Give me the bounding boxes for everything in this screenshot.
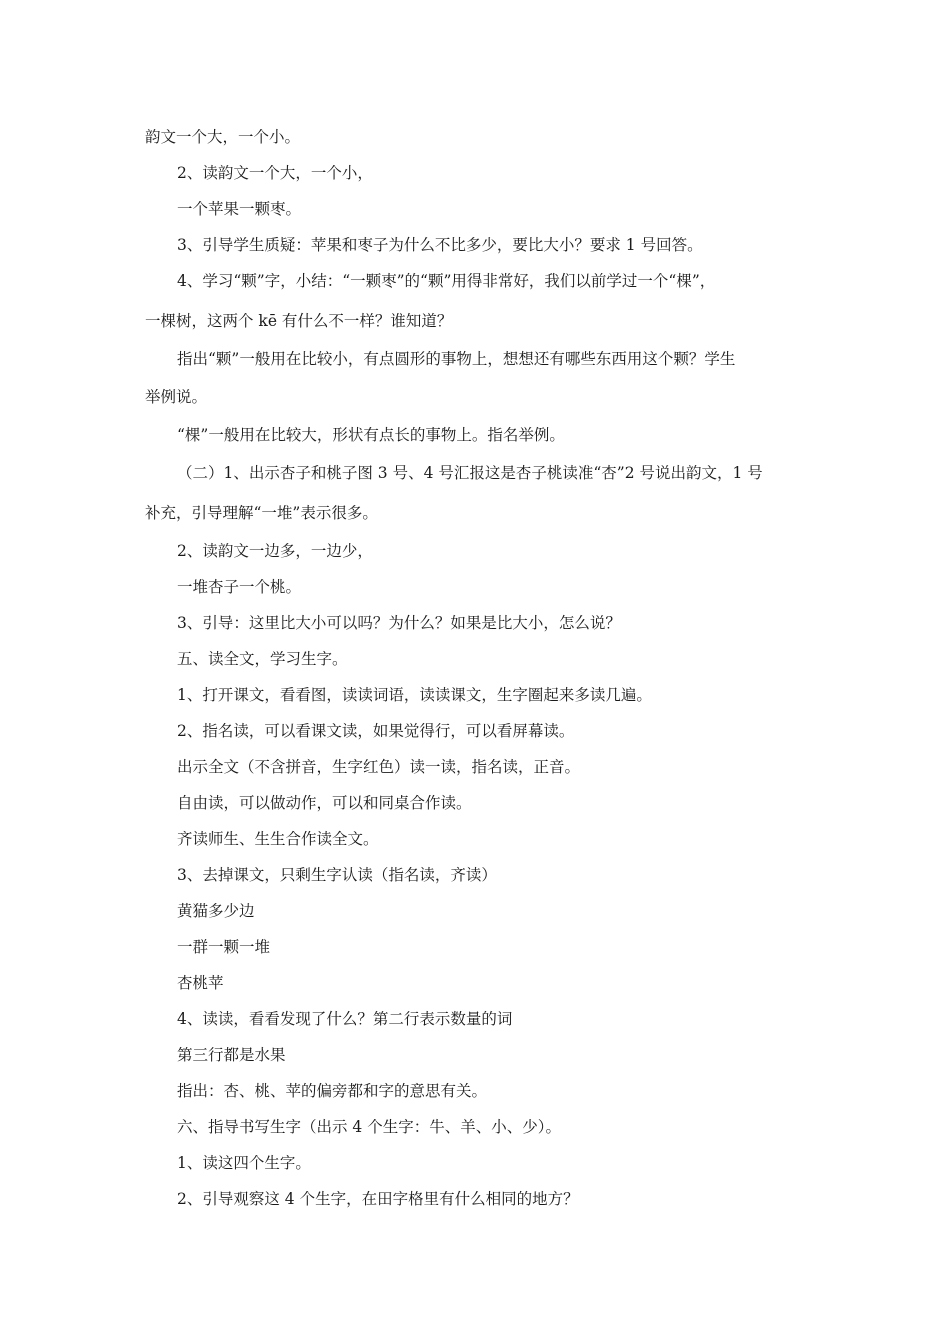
text-line: 一堆杏子一个桃。 — [177, 578, 302, 596]
text-line: 出示全文（不含拼音，生字红色）读一读，指名读，正音。 — [177, 758, 581, 776]
text-line: 一个苹果一颗枣。 — [177, 200, 302, 218]
text-line: 1、打开课文，看看图，读读词语，读读课文，生字圈起来多读几遍。 — [177, 686, 652, 704]
text-line: 3、去掉课文，只剩生字认读（指名读，齐读） — [177, 866, 497, 884]
text-line: 黄猫多少边 — [177, 902, 255, 920]
text-line: 举例说。 — [145, 388, 208, 406]
text-line: 指出“颗”一般用在比较小，有点圆形的事物上，想想还有哪些东西用这个颗？学生 — [177, 350, 736, 368]
text-line: 3、引导：这里比大小可以吗？为什么？如果是比大小，怎么说？ — [177, 614, 621, 632]
text-line: 1、读这四个生字。 — [177, 1154, 311, 1172]
text-line: 自由读，可以做动作，可以和同桌合作读。 — [177, 794, 472, 812]
text-line: 六、指导书写生字（出示 4 个生字：牛、羊、小、少）。 — [177, 1118, 561, 1136]
text-line: 2、读韵文一边多，一边少， — [177, 542, 373, 560]
text-line: 韵文一个大，一个小。 — [145, 128, 301, 146]
text-line: 杏桃苹 — [177, 974, 224, 992]
text-line: 2、读韵文一个大，一个小， — [177, 164, 373, 182]
text-line: 2、引导观察这 4 个生字，在田字格里有什么相同的地方？ — [177, 1190, 579, 1208]
text-line: 齐读师生、生生合作读全文。 — [177, 830, 379, 848]
text-line: （二）1、出示杏子和桃子图 3 号、4 号汇报这是杏子桃读准“杏”2 号说出韵文，1 号 — [177, 464, 763, 482]
text-line: 4、读读，看看发现了什么？第二行表示数量的词 — [177, 1010, 513, 1028]
text-line: 一棵树，这两个 kē 有什么不一样？谁知道？ — [145, 312, 453, 330]
text-line: 第三行都是水果 — [177, 1046, 286, 1064]
text-line: 指出：杏、桃、苹的偏旁都和字的意思有关。 — [177, 1082, 488, 1100]
text-line: 4、学习“颗”字，小结：“一颗枣”的“颗”用得非常好，我们以前学过一个“棵”， — [177, 272, 716, 290]
text-line: “棵”一般用在比较大，形状有点长的事物上。指名举例。 — [177, 426, 565, 444]
text-line: 五、读全文，学习生字。 — [177, 650, 348, 668]
text-line: 补充，引导理解“一堆”表示很多。 — [145, 504, 378, 522]
text-line: 一群一颗一堆 — [177, 938, 271, 956]
text-line: 3、引导学生质疑：苹果和枣子为什么不比多少，要比大小？要求 1 号回答。 — [177, 236, 703, 254]
text-line: 2、指名读，可以看课文读，如果觉得行，可以看屏幕读。 — [177, 722, 575, 740]
